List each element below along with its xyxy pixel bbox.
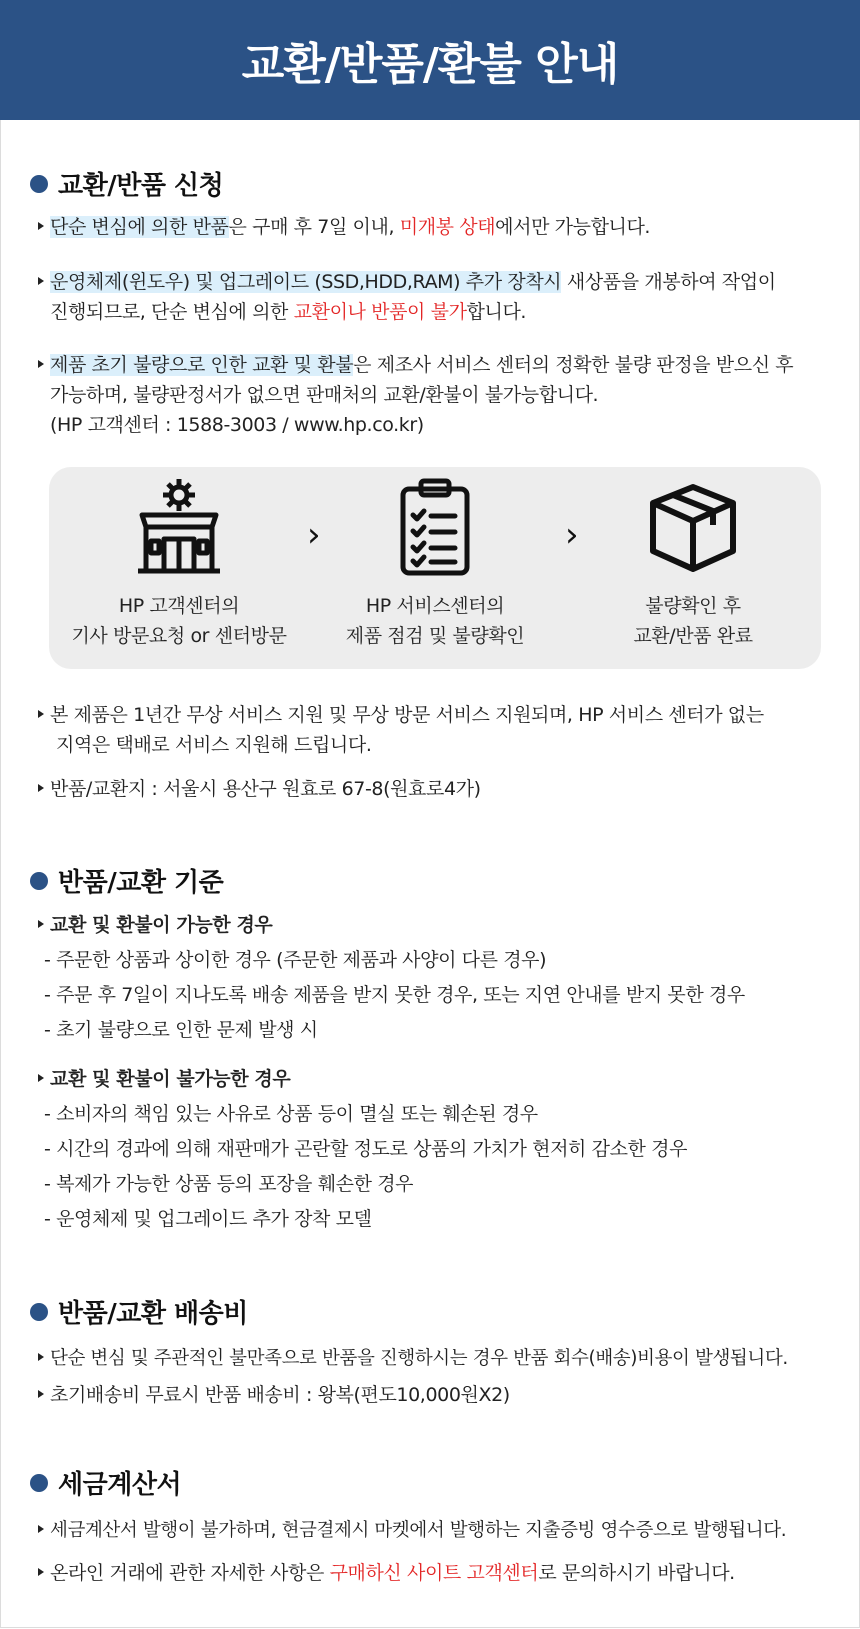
step-caption-line2: 기사 방문요청 or 센터방문: [71, 625, 287, 647]
step-service-center: [59, 477, 299, 651]
step-caption-line1: HP 고객센터의: [118, 595, 240, 617]
section-heading-tax-invoice: [30, 1464, 181, 1501]
hp-contact-line: (HP 고객센터 : 1588-3003 / www.hp.co.kr): [50, 414, 424, 436]
notice-simple-change: [38, 212, 650, 242]
triangle-bullet-icon: [38, 1525, 44, 1533]
address-value: 서울시 용산구 원효로 67-8(원효로4가): [163, 778, 481, 800]
highlight-text: 운영체제(윈도우) 및 업그레이드 (SSD,HDD,RAM) 추가 장착시: [50, 271, 562, 293]
text: 새상품을 개봉하여 작업이: [561, 271, 776, 293]
text: 은 제조사 서비스 센터의 정확한 불량 판정을 받으신 후: [353, 354, 794, 376]
chevron-right-icon: ›: [565, 515, 579, 555]
text: 에서만 가능합니다.: [495, 216, 651, 238]
notice-tax-invoice: [38, 1516, 786, 1546]
step-caption-line2: 제품 점검 및 불량확인: [345, 625, 525, 647]
triangle-bullet-icon: [38, 222, 44, 230]
list-item: - 주문 후 7일이 지나도록 배송 제품을 받지 못한 경우, 또는 지연 안내를 받지 못한 경우: [44, 984, 745, 1006]
highlight-text: 단순 변심에 의한 반품: [50, 216, 229, 238]
notice-os-upgrade-line2: [50, 297, 526, 327]
triangle-bullet-icon: [38, 920, 44, 928]
text: 온라인 거래에 관한 자세한 사항은: [50, 1562, 330, 1584]
triangle-bullet-icon: [38, 1568, 44, 1576]
bullet-dot-icon: [30, 872, 48, 890]
subheading-impossible: [38, 1064, 290, 1094]
address-label: 반품/교환지 :: [50, 778, 164, 800]
page-title: 교환/반품/환불 안내: [241, 39, 619, 90]
notice-os-upgrade: [38, 267, 776, 297]
text: 초기배송비 무료시 반품 배송비 : 왕복(편도10,000원X2): [50, 1384, 510, 1406]
notice-initial-defect-line2: 가능하며, 불량판정서가 없으면 판매처의 교환/환불이 불가능합니다.: [50, 384, 599, 406]
text: 세금계산서 발행이 불가하며, 현금결제시 마켓에서 발행하는 지출증빙 영수증으로 발행됩니다.: [50, 1520, 787, 1541]
section-heading-exchange-request: [30, 165, 223, 202]
section-title: 반품/교환 기준: [58, 868, 224, 898]
red-text: 구매하신 사이트 고객센터: [329, 1562, 539, 1584]
triangle-bullet-icon: [38, 1074, 44, 1082]
triangle-bullet-icon: [38, 710, 44, 718]
list-item: - 초기 불량으로 인한 문제 발생 시: [44, 1019, 318, 1041]
notice-warranty: [38, 700, 764, 730]
notice-online-inquiry: [38, 1558, 735, 1588]
highlight-text: 제품 초기 불량으로 인한 교환 및 환불: [50, 354, 354, 376]
triangle-bullet-icon: [38, 784, 44, 792]
text: 교환 및 환불이 가능한 경우: [50, 914, 273, 936]
section-title: 반품/교환 배송비: [58, 1299, 248, 1329]
triangle-bullet-icon: [38, 360, 44, 368]
list-item: - 주문한 상품과 상이한 경우 (주문한 제품과 사양이 다른 경우): [44, 949, 547, 971]
header-banner: [0, 0, 860, 120]
chevron-right-icon: ›: [307, 515, 321, 555]
checklist-icon: [395, 477, 475, 577]
service-center-icon: [134, 477, 224, 577]
subheading-possible: [38, 910, 272, 940]
text: 진행되므로, 단순 변심에 의한: [50, 301, 294, 323]
step-caption-line2: 교환/반품 완료: [633, 625, 753, 647]
step-caption-line1: HP 서비스센터의: [365, 595, 505, 617]
step-caption-line1: 불량확인 후: [645, 595, 741, 617]
list-item: - 시간의 경과에 의해 재판매가 곤란할 정도로 상품의 가치가 현저히 감소한 경우: [44, 1138, 688, 1160]
box-icon: [645, 477, 741, 577]
section-title: 세금계산서: [58, 1470, 182, 1500]
list-item: - 복제가 가능한 상품 등의 포장을 훼손한 경우: [44, 1173, 414, 1195]
step-service-check: [315, 477, 555, 651]
notice-warranty-line2: 지역은 택배로 서비스 지원해 드립니다.: [56, 734, 372, 756]
section-title: 교환/반품 신청: [58, 171, 224, 201]
section-heading-criteria: [30, 862, 223, 899]
text: 로 문의하시기 바랍니다.: [538, 1562, 735, 1584]
list-item: - 소비자의 책임 있는 사유로 상품 등이 멸실 또는 훼손된 경우: [44, 1103, 538, 1125]
text: 단순 변심 및 주관적인 불만족으로 반품을 진행하시는 경우 반품 회수(배송)비용이 발생됩니다.: [50, 1348, 788, 1369]
notice-return-cost: [38, 1344, 788, 1374]
bullet-dot-icon: [30, 1474, 48, 1492]
section-heading-shipping-fee: [30, 1293, 248, 1330]
text: 본 제품은 1년간 무상 서비스 지원 및 무상 방문 서비스 지원되며, HP 서비스 센터가 없는: [50, 704, 764, 726]
notice-initial-defect: [38, 350, 793, 380]
triangle-bullet-icon: [38, 277, 44, 285]
triangle-bullet-icon: [38, 1390, 44, 1398]
red-text: 교환이나 반품이 불가: [293, 301, 467, 323]
text: 은 구매 후 7일 이내,: [228, 216, 400, 238]
bullet-dot-icon: [30, 175, 48, 193]
text: 교환 및 환불이 불가능한 경우: [50, 1068, 291, 1090]
text: 합니다.: [466, 301, 527, 323]
triangle-bullet-icon: [38, 1353, 44, 1361]
return-address: [38, 774, 481, 804]
red-text: 미개봉 상태: [399, 216, 496, 238]
list-item: - 운영체제 및 업그레이드 추가 장착 모델: [44, 1208, 372, 1230]
step-exchange-complete: [573, 477, 813, 651]
process-steps-panel: [49, 467, 821, 669]
notice-return-fee: [38, 1380, 510, 1410]
bullet-dot-icon: [30, 1303, 48, 1321]
